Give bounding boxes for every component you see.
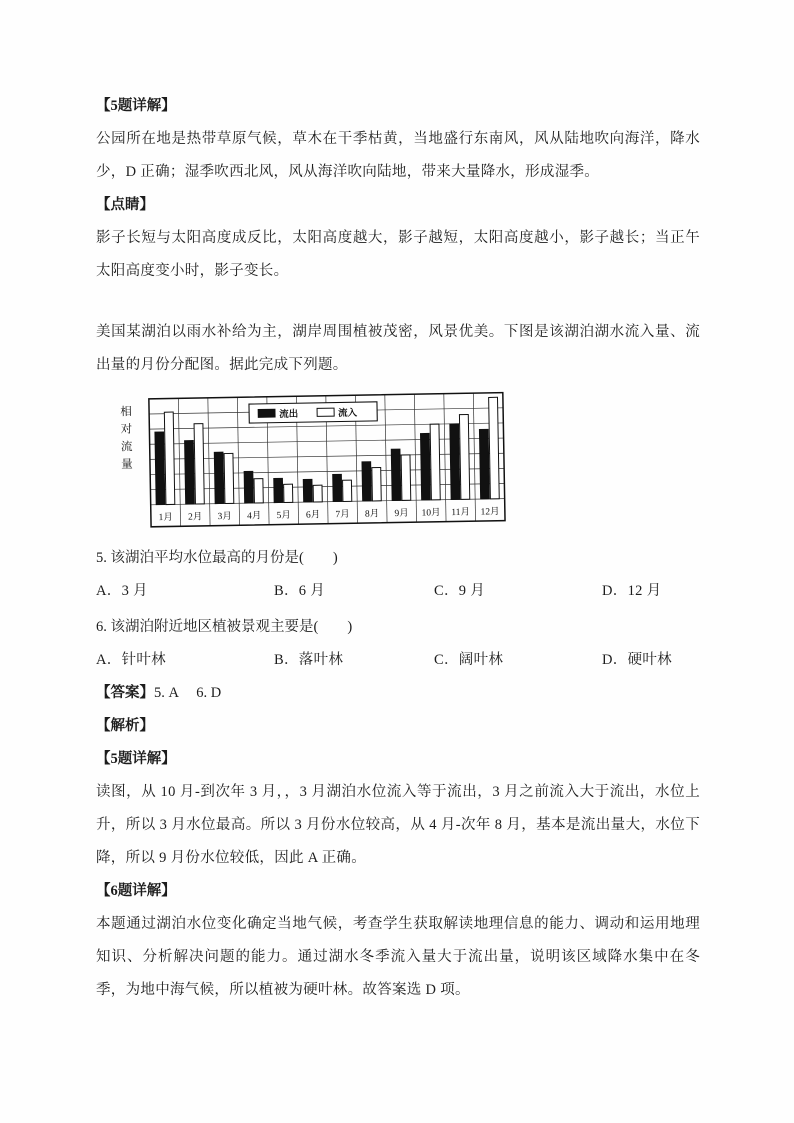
svg-text:5月: 5月 <box>276 510 291 522</box>
option-6-d: D．硬叶林 <box>602 652 672 668</box>
lake-flow-chart <box>111 387 513 540</box>
option-5-b: B．6 月 <box>274 583 326 599</box>
analysis-heading: 【解析】 <box>96 718 154 734</box>
detail5-answer-heading: 【5题详解】 <box>96 751 176 767</box>
option-5-c: C．9 月 <box>434 583 486 599</box>
svg-text:6月: 6月 <box>305 510 321 521</box>
option-5-a: A．3 月 <box>96 583 148 599</box>
question-6-options <box>96 644 700 677</box>
svg-text:3月: 3月 <box>217 511 232 523</box>
detail6-body: 本题通过湖泊水位变化确定当地气候，考查学生获取解读地理信息的能力、调动和运用地理知识、分析解决问题的能力。通过湖水冬季流入量大于流出量，说明该区域降水集中在冬季，为地中海气候，所以植被为硬叶林。故答案选 D 项。 <box>96 916 700 998</box>
svg-text:流: 流 <box>120 441 133 454</box>
question-6 <box>96 611 700 677</box>
question-6-number: 6. <box>96 619 107 635</box>
svg-text:9月: 9月 <box>394 508 409 520</box>
question-5 <box>96 542 700 608</box>
answer-text: 5. A 6. D <box>154 685 222 701</box>
answer-line <box>96 677 700 710</box>
svg-text:8月: 8月 <box>364 509 380 520</box>
detail5-heading: 【5题详解】 <box>96 98 176 114</box>
svg-text:流入: 流入 <box>338 408 358 420</box>
svg-text:流出: 流出 <box>279 409 299 421</box>
svg-text:量: 量 <box>121 458 133 471</box>
svg-text:12月: 12月 <box>480 507 500 518</box>
svg-text:7月: 7月 <box>335 509 350 521</box>
option-6-b: B．落叶林 <box>274 652 344 668</box>
option-6-a: A．针叶林 <box>96 652 166 668</box>
question-6-stem: 6. 该湖泊附近地区植被景观主要是( ) <box>96 619 353 635</box>
tip-heading: 【点睛】 <box>96 197 154 213</box>
detail6-heading: 【6题详解】 <box>96 883 176 899</box>
svg-text:1月: 1月 <box>158 512 173 524</box>
passage-intro: 美国某湖泊以雨水补给为主，湖岸周围植被茂密，风景优美。下图是该湖泊湖水流入量、流出量的月份分配图。据此完成下列题。 <box>96 324 700 373</box>
svg-text:10月: 10月 <box>421 508 441 519</box>
detail5-body: 公园所在地是热带草原气候，草木在干季枯黄，当地盛行东南风，风从陆地吹向海洋，降水少，D 正确；湿季吹西北风，风从海洋吹向陆地，带来大量降水，形成湿季。 <box>96 131 700 180</box>
svg-text:2月: 2月 <box>187 512 203 523</box>
question-5-options <box>96 575 700 608</box>
svg-text:相: 相 <box>120 406 132 419</box>
lake-flow-chart-svg <box>111 387 513 540</box>
detail5-answer-body: 读图，从 10 月-到次年 3 月，，3 月湖泊水位流入等于流出，3 月之前流入大于流出，水位上升，所以 3 月水位最高。所以 3 月份水位较高，从 4 月-次年 8 月，基本是流出量大，水位下降，所以 9 月份水位较低，因此 A 正确。 <box>96 784 700 866</box>
svg-text:对: 对 <box>120 423 133 436</box>
answer-heading: 【答案】 <box>96 685 154 701</box>
question-5-stem: 5. 该湖泊平均水位最高的月份是( ) <box>96 550 338 566</box>
svg-text:4月: 4月 <box>246 511 262 522</box>
tip-body: 影子长短与太阳高度成反比，太阳高度越大，影子越短，太阳高度越小，影子越长；当正午太阳高度变小时，影子变长。 <box>96 230 700 279</box>
option-6-c: C．阔叶林 <box>434 652 504 668</box>
option-5-d: D．12 月 <box>602 583 662 599</box>
question-5-number: 5. <box>96 550 107 566</box>
svg-text:11月: 11月 <box>451 507 471 519</box>
